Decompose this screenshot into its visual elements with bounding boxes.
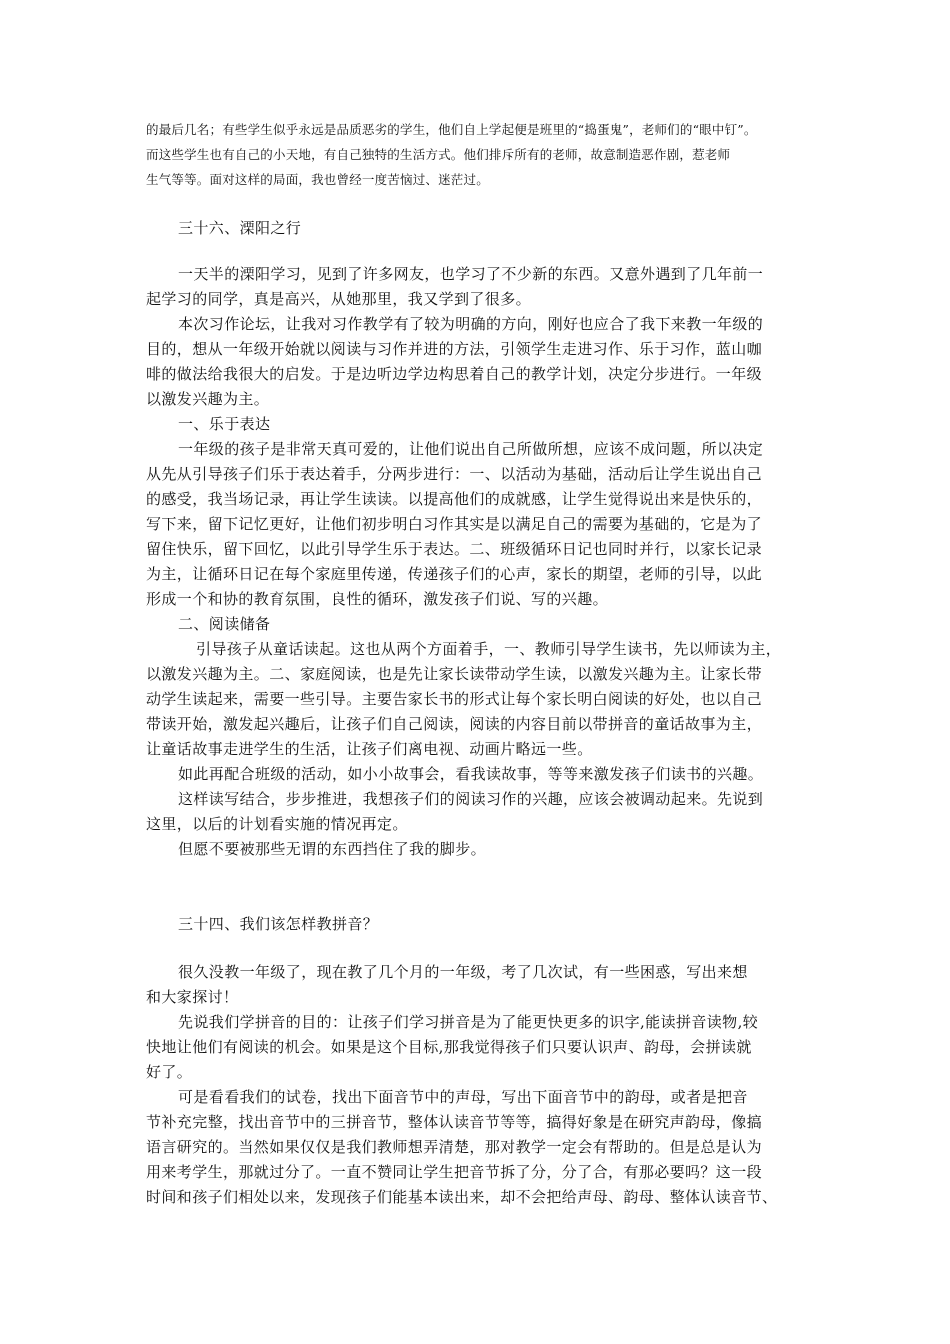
paragraph-line: 这样读写结合，步步推进，我想孩子们的阅读习作的兴趣，应该会被调动起来。先说到 (178, 790, 764, 808)
paragraph-line: 而这些学生也有自己的小天地，有自己独特的生活方式。他们排斥所有的老师，故意制造恶作剧，惹老师 (146, 147, 731, 162)
paragraph-line: 节补充完整，找出音节中的三拼音节，整体认读音节等等，搞得好象是在研究声韵母，像搞 (146, 1113, 763, 1131)
paragraph-line: 和大家探讨！ (146, 988, 239, 1006)
paragraph-line: 起学习的同学，真是高兴，从她那里，我又学到了很多。 (146, 290, 532, 308)
paragraph-line: 让童话故事走进学生的生活，让孩子们离电视、动画片略远一些。 (146, 740, 593, 758)
subsection-heading: 一、乐于表达 (178, 415, 271, 433)
paragraph-line: 很久没教一年级了，现在教了几个月的一年级，考了几次试，有一些困惑，写出来想 (178, 963, 748, 981)
paragraph-line: 好了。 (146, 1063, 193, 1081)
section-heading: 三十六、溧阳之行 (178, 219, 302, 237)
paragraph-line: 目的，想从一年级开始就以阅读与习作并进的方法，引领学生走进习作、乐于习作，蓝山咖 (146, 340, 763, 358)
paragraph-line: 生气等等。面对这样的局面，我也曾经一度苦恼过、迷茫过。 (146, 172, 489, 187)
paragraph-line: 写下来，留下记忆更好，让他们初步明白习作其实是以满足自己的需要为基础的，它是为了 (146, 515, 763, 533)
paragraph-line: 带读开始，激发起兴趣后，让孩子们自己阅读，阅读的内容目前以带拼音的童话故事为主， (146, 715, 763, 733)
paragraph-line: 啡的做法给我很大的启发。于是边听边学边构思着自己的教学计划，决定分步进行。一年级 (146, 365, 763, 383)
paragraph-line: 如此再配合班级的活动，如小小故事会，看我读故事，等等来激发孩子们读书的兴趣。 (178, 765, 764, 783)
paragraph-line: 这里，以后的计划看实施的情况再定。 (146, 815, 408, 833)
paragraph-line: 快地让他们有阅读的机会。如果是这个目标,那我觉得孩子们只要认识声、韵母，会拼读就 (146, 1038, 752, 1056)
paragraph-line: 动学生读起来，需要一些引导。主要告家长书的形式让每个家长明白阅读的好处，也以自己 (146, 690, 763, 708)
paragraph-line: 的感受，我当场记录，再让学生读读。以提高他们的成就感，让学生觉得说出来是快乐的， (146, 490, 763, 508)
paragraph-line: 以激发兴趣为主。二、家庭阅读，也是先让家长读带动学生读，以激发兴趣为主。让家长带 (146, 665, 763, 683)
paragraph-line: 但愿不要被那些无谓的东西挡住了我的脚步。 (178, 840, 487, 858)
paragraph-line: 可是看看我们的试卷，找出下面音节中的声母，写出下面音节中的韵母，或者是把音 (178, 1088, 748, 1106)
paragraph-line: 一天半的溧阳学习，见到了许多网友，也学习了不少新的东西。又意外遇到了几年前一 (178, 265, 764, 283)
paragraph-line: 以激发兴趣为主。 (146, 390, 270, 408)
paragraph-line: 为主，让循环日记在每个家庭里传递，传递孩子们的心声，家长的期望，老师的引导，以此 (146, 565, 763, 583)
paragraph-line: 一年级的孩子是非常天真可爱的，让他们说出自己所做所想，应该不成问题，所以决定 (178, 440, 764, 458)
paragraph-line: 用来考学生，那就过分了。一直不赞同让学生把音节拆了分，分了合，有那必要吗？这一段 (146, 1163, 763, 1181)
section-heading: 三十四、我们该怎样教拼音？ (178, 915, 379, 933)
paragraph-line: 时间和孩子们相处以来，发现孩子们能基本读出来，却不会把给声母、韵母、整体认读音节、 (146, 1188, 778, 1206)
paragraph-line: 形成一个和协的教育氛围，良性的循环，激发孩子们说、写的兴趣。 (146, 590, 609, 608)
paragraph-line: 引导孩子从童话读起。这也从两个方面着手，一、教师引导学生读书，先以师读为主， (196, 640, 782, 658)
subsection-heading: 二、阅读储备 (178, 615, 271, 633)
paragraph-line: 本次习作论坛，让我对习作教学有了较为明确的方向，刚好也应合了我下来教一年级的 (178, 315, 764, 333)
paragraph-line: 先说我们学拼音的目的：让孩子们学习拼音是为了能更快更多的识字,能读拼音读物,较 (178, 1013, 759, 1031)
paragraph-line: 从先从引导孩子们乐于表达着手，分两步进行：一、以活动为基础，活动后让学生说出自己 (146, 465, 763, 483)
paragraph-line: 语言研究的。当然如果仅仅是我们教师想弄清楚，那对教学一定会有帮助的。但是总是认为 (146, 1138, 763, 1156)
paragraph-line: 的最后几名；有些学生似乎永远是品质恶劣的学生，他们自上学起便是班里的“捣蛋鬼”，老师们的“眼中钉”。 (146, 122, 757, 137)
paragraph-line: 留住快乐，留下回忆，以此引导学生乐于表达。二、班级循环日记也同时并行，以家长记录 (146, 540, 763, 558)
